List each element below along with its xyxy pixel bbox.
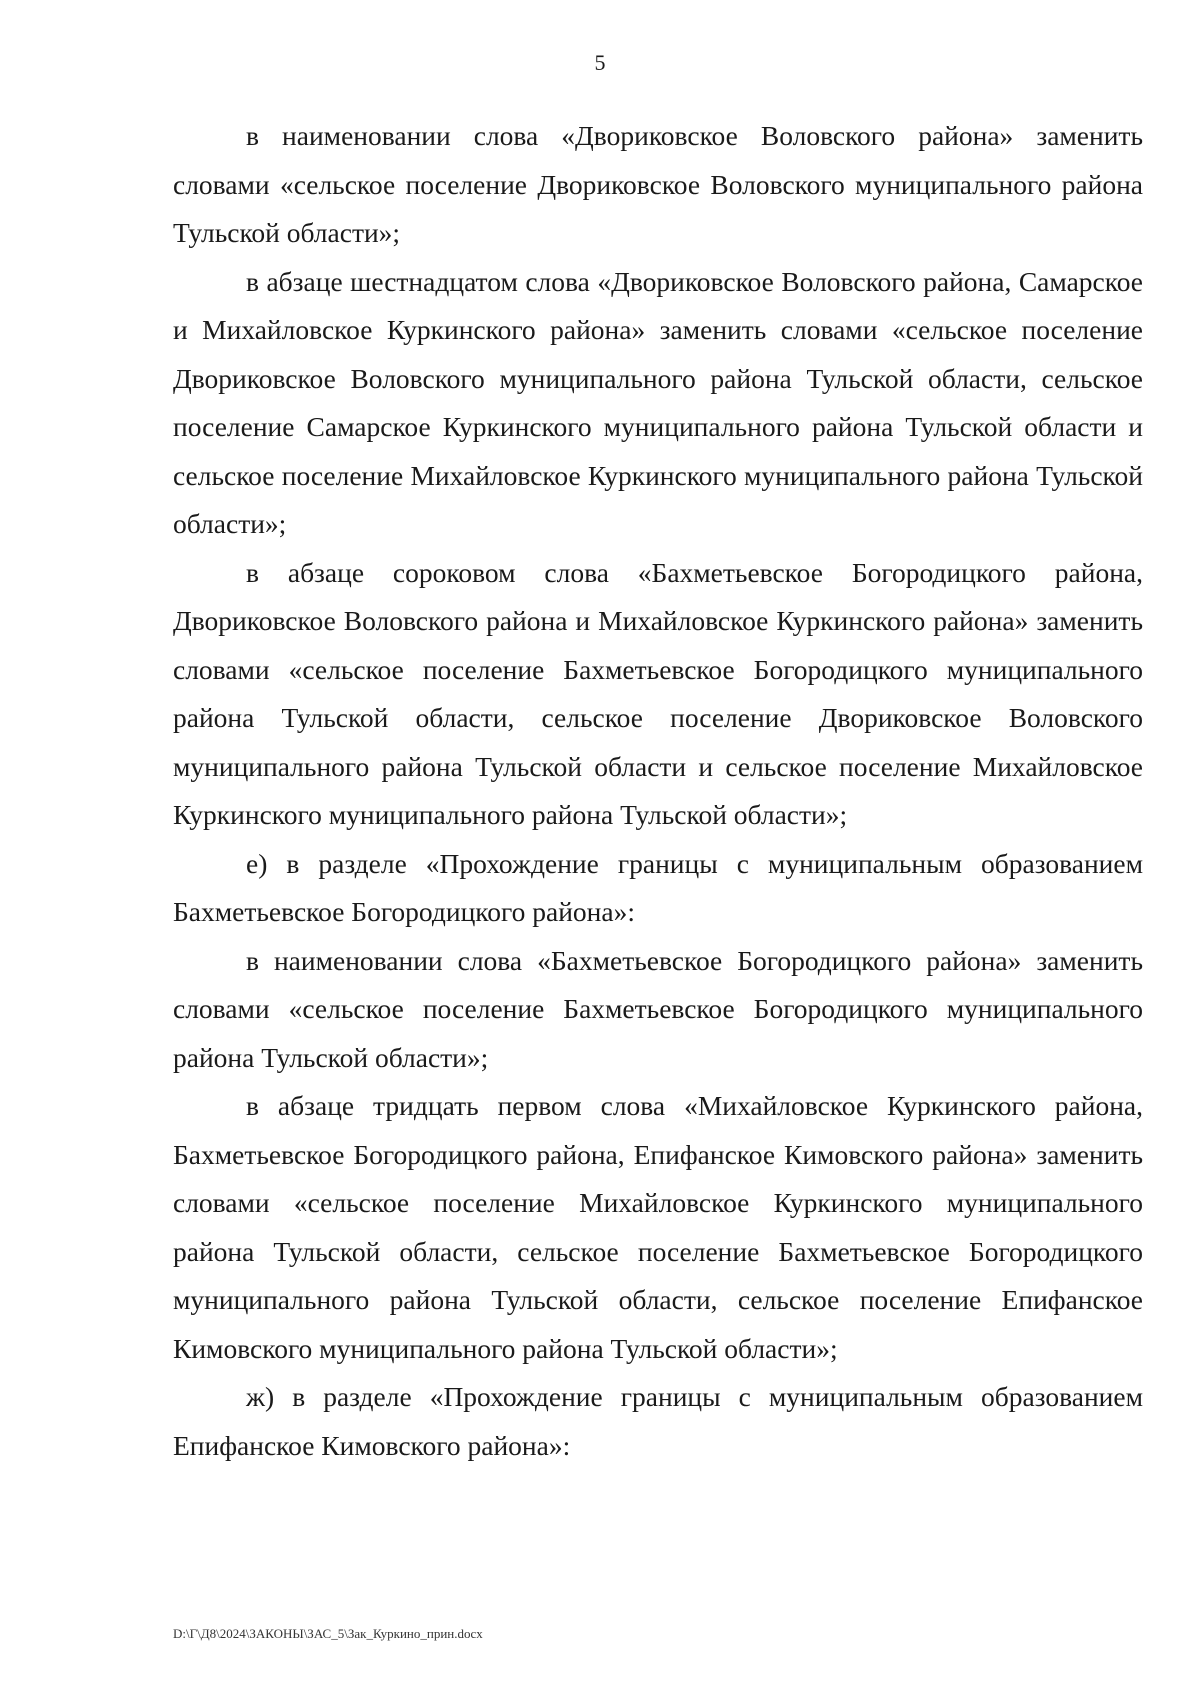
- footer-file-path: D:\Г\Д8\2024\ЗАКОНЫ\ЗАС_5\Зак_Куркино_прин.docx: [173, 1626, 483, 1641]
- paragraph: в абзаце сороковом слова «Бахметьевское Богородицкого района, Двориковское Воловского района и Михайловское Куркинского района» заменить словами «сельское поселение Бахметьевское Богородицкого муниципального района Тульской области, сельское поселение Двориковское Воловского муниципального района Тульской области и сельское поселение Михайловское Куркинского муниципального района Тульской области»;: [173, 556, 1143, 830]
- paragraph: ж) в разделе «Прохождение границы с муниципальным образованием Епифанское Кимовского района»:: [173, 1381, 1143, 1461]
- paragraph: в наименовании слова «Бахметьевское Богородицкого района» заменить словами «сельское поселение Бахметьевское Богородицкого муниципального района Тульской области»;: [173, 944, 1143, 1073]
- paragraph: в наименовании слова «Двориковское Воловского района» заменить словами «сельское поселение Двориковское Воловского муниципального района Тульской области»;: [173, 120, 1143, 248]
- paragraph: в абзаце шестнадцатом слова «Двориковское Воловского района, Самарское и Михайловское Куркинского района» заменить словами «сельское поселение Двориковское Воловского муниципального района Тульской области, сельское поселение Самарское Куркинского муниципального района Тульской области и сельское поселение Михайловское Куркинского муниципального района Тульской области»;: [173, 265, 1143, 539]
- document-body: [173, 112, 1143, 1470]
- paragraph: в абзаце тридцать первом слова «Михайловское Куркинского района, Бахметьевское Богородицкого района, Епифанское Кимовского района» заменить словами «сельское поселение Михайловское Куркинского муниципального района Тульской области, сельское поселение Бахметьевское Богородицкого муниципального района Тульской области, сельское поселение Епифанское Кимовского муниципального района Тульской области»;: [173, 1090, 1143, 1364]
- paragraph: е) в разделе «Прохождение границы с муниципальным образованием Бахметьевское Богородицкого района»:: [173, 847, 1143, 927]
- page-number: 5: [594, 50, 606, 75]
